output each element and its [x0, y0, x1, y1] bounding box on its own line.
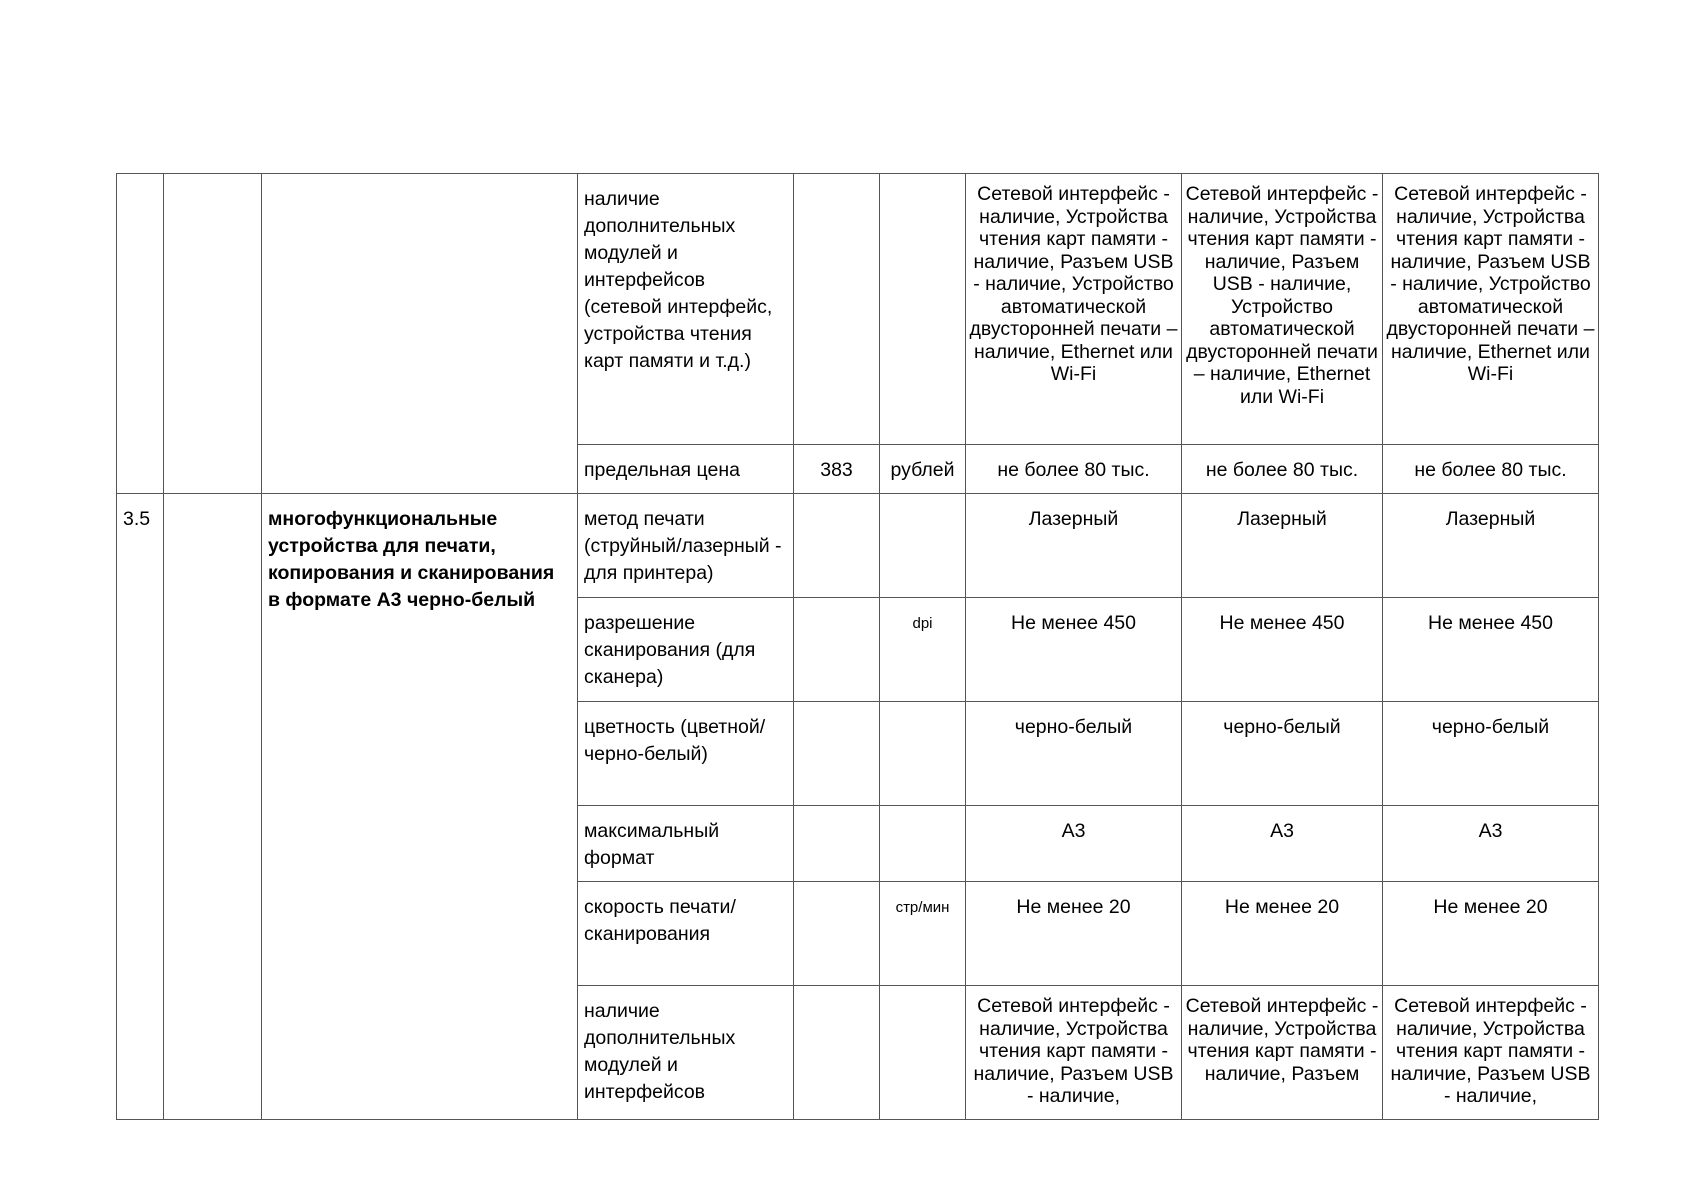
cell-value: Сетевой интерфейс - наличие, Устройства чтения карт памяти - наличие, Разъем USB - наличие, — [1383, 986, 1599, 1120]
cell-okei-code — [794, 494, 880, 598]
table-row — [117, 494, 1599, 598]
cell-value: Сетевой интерфейс - наличие, Устройства чтения карт памяти - наличие, Разъем USB - наличие, Устройство автоматической двусторонней печати – наличие, Ethernet или Wi-Fi — [1383, 174, 1599, 445]
cell-value: Лазерный — [1182, 494, 1383, 598]
cell-value: черно-белый — [1383, 702, 1599, 806]
cell-value: А3 — [1383, 806, 1599, 882]
cell-label: максимальный формат — [578, 806, 794, 882]
cell-value: Не менее 450 — [966, 598, 1182, 702]
cell-unit — [880, 806, 966, 882]
cell-label: цветность (цветной/черно-белый) — [578, 702, 794, 806]
cell-title — [262, 174, 578, 494]
cell-unit: стр/мин — [880, 882, 966, 986]
cell-unit: рублей — [880, 445, 966, 494]
cell-okei-code — [794, 986, 880, 1120]
cell-value: Лазерный — [1383, 494, 1599, 598]
cell-value: А3 — [1182, 806, 1383, 882]
cell-value: Сетевой интерфейс - наличие, Устройства чтения карт памяти - наличие, Разъем USB - наличие, Устройство автоматической двусторонней печати – наличие, Ethernet или Wi-Fi — [1182, 174, 1383, 445]
cell-value: не более 80 тыс. — [1383, 445, 1599, 494]
cell-number: 3.5 — [117, 494, 164, 1120]
cell-value: Не менее 20 — [1383, 882, 1599, 986]
cell-title: многофункциональные устройства для печати, копирования и сканирования в формате А3 черно-белый — [262, 494, 578, 1120]
cell-okei-code: 383 — [794, 445, 880, 494]
cell-code — [164, 174, 262, 494]
cell-unit — [880, 494, 966, 598]
cell-code — [164, 494, 262, 1120]
cell-value: черно-белый — [1182, 702, 1383, 806]
cell-value: Не менее 20 — [966, 882, 1182, 986]
cell-value: Не менее 450 — [1182, 598, 1383, 702]
table-row — [117, 174, 1599, 445]
cell-value: Не менее 450 — [1383, 598, 1599, 702]
cell-value: А3 — [966, 806, 1182, 882]
cell-unit — [880, 702, 966, 806]
cell-okei-code — [794, 598, 880, 702]
cell-value: не более 80 тыс. — [966, 445, 1182, 494]
cell-value: Сетевой интерфейс - наличие, Устройства чтения карт памяти - наличие, Разъем USB - наличие, — [966, 986, 1182, 1120]
cell-label: метод печати (струйный/лазерный - для принтера) — [578, 494, 794, 598]
cell-value: черно-белый — [966, 702, 1182, 806]
cell-okei-code — [794, 882, 880, 986]
cell-value: Сетевой интерфейс - наличие, Устройства чтения карт памяти - наличие, Разъем — [1182, 986, 1383, 1120]
cell-label: разрешение сканирования (для сканера) — [578, 598, 794, 702]
cell-value: Сетевой интерфейс - наличие, Устройства чтения карт памяти - наличие, Разъем USB - наличие, Устройство автоматической двусторонней печати – наличие, Ethernet или Wi-Fi — [966, 174, 1182, 445]
cell-unit — [880, 986, 966, 1120]
cell-unit — [880, 174, 966, 445]
cell-label: предельная цена — [578, 445, 794, 494]
cell-label: скорость печати/сканирования — [578, 882, 794, 986]
cell-okei-code — [794, 702, 880, 806]
cell-value: Не менее 20 — [1182, 882, 1383, 986]
cell-unit: dpi — [880, 598, 966, 702]
cell-number — [117, 174, 164, 494]
spec-table — [116, 173, 1599, 1120]
cell-okei-code — [794, 174, 880, 445]
cell-value: Лазерный — [966, 494, 1182, 598]
cell-label: наличие дополнительных модулей и интерфейсов — [578, 986, 794, 1120]
cell-label: наличие дополнительных модулей и интерфейсов (сетевой интерфейс, устройства чтения карт памяти и т.д.) — [578, 174, 794, 445]
cell-okei-code — [794, 806, 880, 882]
cell-value: не более 80 тыс. — [1182, 445, 1383, 494]
